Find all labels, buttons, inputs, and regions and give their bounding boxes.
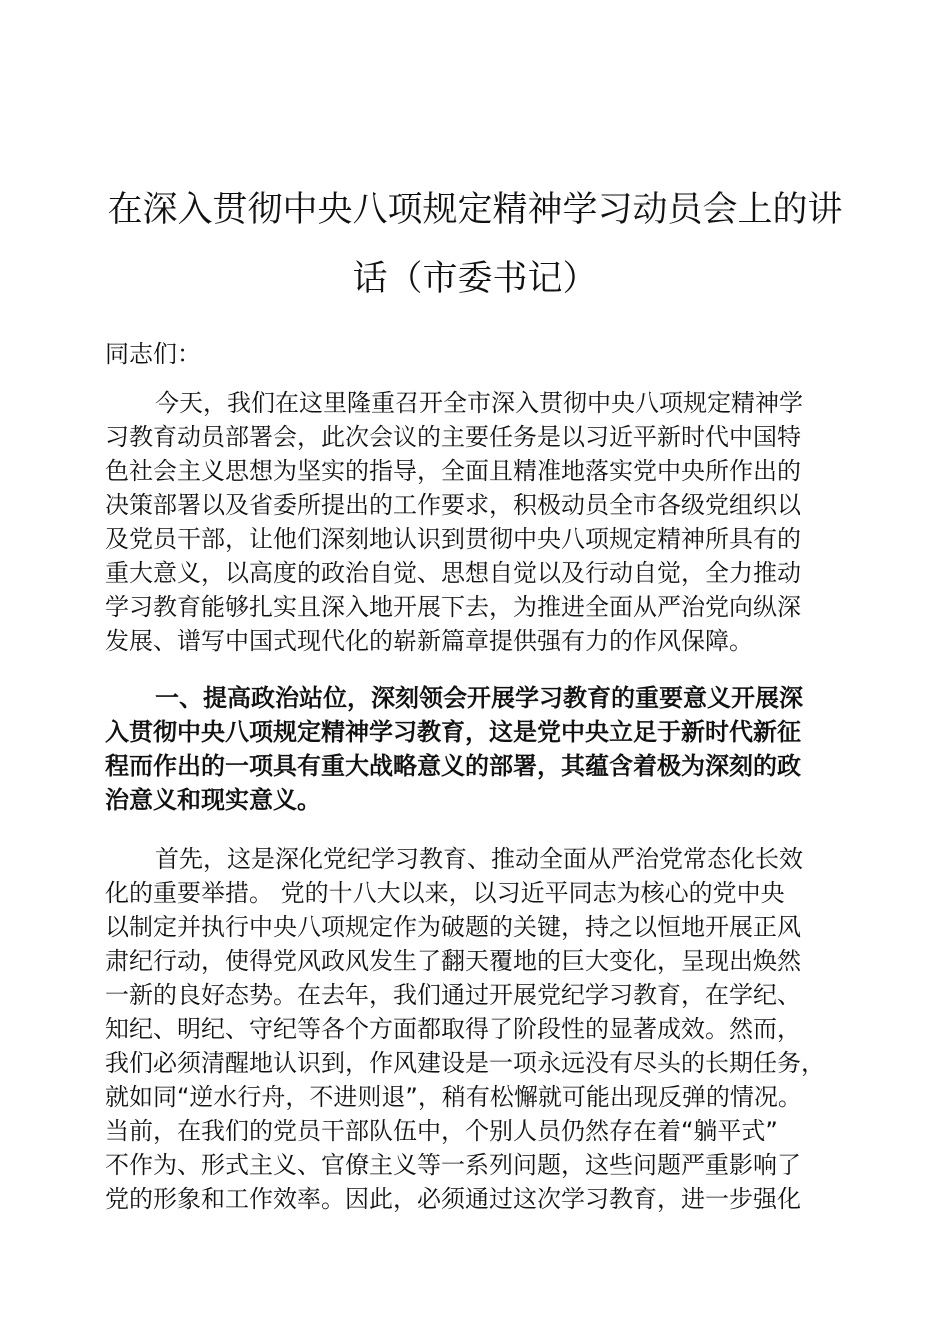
paragraph-line: 我们必须清醒地认识到，作风建设是一项永远没有尽头的长期任务， — [105, 1049, 825, 1077]
paragraph-line: 以制定并执行中央八项规定作为破题的关键，持之以恒地开展正风 — [105, 913, 801, 941]
paragraph-line: 及党员干部，让他们深刻地认识到贯彻中央八项规定精神所具有的 — [105, 525, 801, 553]
paragraph-line: 党的形象和工作效率。因此，必须通过这次学习教育，进一步强化 — [105, 1185, 801, 1213]
paragraph-line: 今天，我们在这里隆重召开全市深入贯彻中央八项规定精神学 — [155, 389, 803, 417]
paragraph-line: 一新的良好态势。在去年，我们通过开展党纪学习教育，在学纪、 — [105, 981, 801, 1009]
heading-line: 治意义和现实意义。 — [105, 786, 321, 814]
paragraph-line: 知纪、明纪、守纪等各个方面都取得了阶段性的显著成效。然而， — [105, 1015, 801, 1043]
heading-line: 一、提高政治站位，深刻领会开展学习教育的重要意义开展深 — [155, 684, 803, 712]
paragraph-line: 习教育动员部署会，此次会议的主要任务是以习近平新时代中国特 — [105, 423, 801, 451]
salutation: 同志们： — [105, 340, 201, 368]
intro-paragraph — [105, 386, 865, 658]
body-paragraph-2 — [105, 842, 865, 1216]
paragraph-line: 学习教育能够扎实且深入地开展下去，为推进全面从严治党向纵深 — [105, 593, 801, 621]
paragraph-line: 肃纪行动，使得党风政风发生了翻天覆地的巨大变化，呈现出焕然 — [105, 947, 801, 975]
paragraph-line: 不作为、形式主义、官僚主义等一系列问题，这些问题严重影响了 — [105, 1151, 801, 1179]
paragraph-line: 色社会主义思想为坚实的指导，全面且精准地落实党中央所作出的 — [105, 457, 801, 485]
paragraph-line: 决策部署以及省委所提出的工作要求，积极动员全市各级党组织以 — [105, 491, 801, 519]
paragraph-line: 发展、谱写中国式现代化的崭新篇章提供强有力的作风保障。 — [105, 627, 753, 655]
paragraph-line: 当前，在我们的党员干部队伍中，个别人员仍然存在着“躺平式” — [105, 1117, 778, 1145]
paragraph-line: 首先，这是深化党纪学习教育、推动全面从严治党常态化长效 — [155, 845, 803, 873]
heading-line: 程而作出的一项具有重大战略意义的部署，其蕴含着极为深刻的政 — [105, 752, 801, 780]
paragraph-line: 重大意义，以高度的政治自觉、思想自觉以及行动自觉，全力推动 — [105, 559, 801, 587]
document-title-line-2: 话（市委书记） — [352, 259, 598, 299]
paragraph-line: 化的重要举措。 党的十八大以来，以习近平同志为核心的党中央 — [105, 879, 785, 907]
document-title-line-1: 在深入贯彻中央八项规定精神学习动员会上的讲 — [107, 190, 843, 230]
paragraph-line: 就如同“逆水行舟，不进则退”，稍有松懈就可能出现反弹的情况。 — [105, 1083, 802, 1111]
heading-line: 入贯彻中央八项规定精神学习教育，这是党中央立足于新时代新征 — [105, 718, 801, 746]
section-heading-1 — [105, 681, 865, 817]
